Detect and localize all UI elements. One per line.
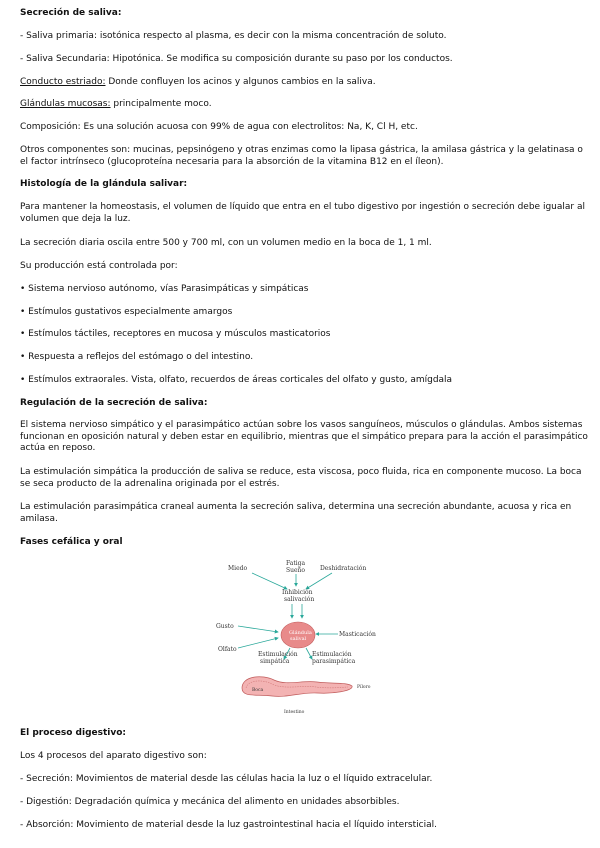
label-stim-para: Estimulación [312, 651, 352, 658]
regulation-paragraph-3: La estimulación parasimpática craneal aumenta la secreción saliva, determina una secreción abundante, acuosa y rica en amilasa. [20, 502, 572, 524]
secondary-saliva-line: - Saliva Secundaria: Hipotónica. Se modifica su composición durante su paso por los conductos. [20, 54, 453, 64]
arrow-miedo [252, 573, 287, 589]
regulation-section-title: Regulación de la secreción de saliva: [20, 398, 208, 408]
label-salival: salival [290, 636, 307, 642]
mucous-glands-text: principalmente moco. [110, 99, 212, 109]
phases-section-title: Fases cefálica y oral [20, 537, 123, 547]
histology-section-title: Histología de la glándula salivar: [20, 179, 188, 189]
mucous-glands-term: Glándulas mucosas: [20, 99, 111, 109]
label-piloro: Píloro [357, 685, 371, 690]
arrow-deshidratacion [306, 573, 332, 589]
digestive-section-title: El proceso digestivo: [20, 728, 127, 738]
four-processes-line: Los 4 procesos del aparato digestivo son: [20, 751, 207, 761]
other-components-paragraph: Otros componentes son: mucinas, pepsinógeno y otras enzimas como la lipasa gástrica, la amilasa gástrica y la gelatinasa o el factor intrínseco (glucoproteína necesaria para la absorción de la vitamina B12 en el íleon). [20, 145, 583, 167]
absorption-line: - Absorción: Movimiento de material desde la luz gastrointestinal hacia el líquido intersticial. [20, 820, 437, 830]
mucous-glands-line [20, 99, 592, 111]
arrow-gusto [238, 626, 278, 632]
controlled-by-line: Su producción está controlada por: [20, 261, 178, 271]
label-masticacion: Masticación [339, 631, 376, 638]
bullet-item: • Respuesta a reflejos del estómago o del intestino. [20, 352, 254, 362]
arrow-olfato [238, 638, 278, 648]
regulation-paragraph-2: La estimulación simpática la producción de saliva se reduce, esta viscosa, poco fluida, rica en componente mucoso. La boca se seca producto de la adrenalina originada por el estrés. [20, 467, 582, 489]
salivation-diagram [212, 556, 387, 718]
secretion-line: - Secreción: Movimientos de material desde las células hacia la luz o el líquido extracelular. [20, 774, 433, 784]
striated-duct-line [20, 77, 592, 89]
regulation-paragraph-1: El sistema nervioso simpático y el parasimpático actúan sobre los vasos sanguíneos, músculos o glándulas. Ambos sistemas funcionan en oposición natural y deben estar en equilibrio, mientras que el simpático prepara para la acción el parasimpático actúa en reposo. [20, 420, 588, 453]
digestion-line: - Digestión: Degradación química y mecánica del alimento en unidades absorbibles. [20, 797, 400, 807]
primary-saliva-line: - Saliva primaria: isotónica respecto al plasma, es decir con la misma concentración de soluto. [20, 31, 447, 41]
label-intestino: Intestino [284, 710, 305, 715]
label-boca: Boca [252, 688, 264, 693]
label-fatiga: Fatiga [286, 560, 306, 567]
daily-secretion-line: La secreción diaria oscila entre 500 y 700 ml, con un volumen medio en la boca de 1, 1 ml. [20, 238, 432, 248]
striated-duct-term: Conducto estriado: [20, 77, 106, 87]
bullet-item: • Estímulos táctiles, receptores en mucosa y músculos masticatorios [20, 329, 331, 339]
label-stim-symp2: simpática [260, 658, 290, 665]
label-stim-symp: Estimulación [258, 651, 298, 658]
bullet-item: • Sistema nervioso autónomo, vías Parasimpáticas y simpáticas [20, 284, 309, 294]
bullet-item: • Estímulos extraorales. Vista, olfato, recuerdos de áreas corticales del olfato y gusto, amígdala [20, 375, 453, 385]
label-olfato: Olfato [218, 646, 237, 653]
label-stim-para2: parasimpática [312, 658, 356, 665]
striated-duct-text: Donde confluyen los acinos y algunos cambios en la saliva. [105, 77, 376, 87]
saliva-section-title: Secreción de saliva: [20, 8, 122, 18]
label-miedo: Miedo [228, 565, 248, 572]
label-deshidratacion: Deshidratación [320, 565, 367, 572]
digestive-tract-shape [242, 677, 352, 697]
label-gusto: Gusto [216, 623, 234, 630]
label-inhibicion: Inhibición [282, 589, 313, 596]
bullet-item: • Estímulos gustativos especialmente amargos [20, 307, 233, 317]
label-salivacion: salivación [284, 596, 315, 603]
composition-line: Composición: Es una solución acuosa con 99% de agua con electrolitos: Na, K, Cl H, etc. [20, 122, 418, 132]
label-sueno: Sueño [286, 567, 306, 574]
label-glandula: Glándula [289, 630, 312, 636]
homeostasis-paragraph: Para mantener la homeostasis, el volumen de líquido que entra en el tubo digestivo por ingestión o secreción debe igualar al volumen que deja la luz. [20, 202, 585, 224]
